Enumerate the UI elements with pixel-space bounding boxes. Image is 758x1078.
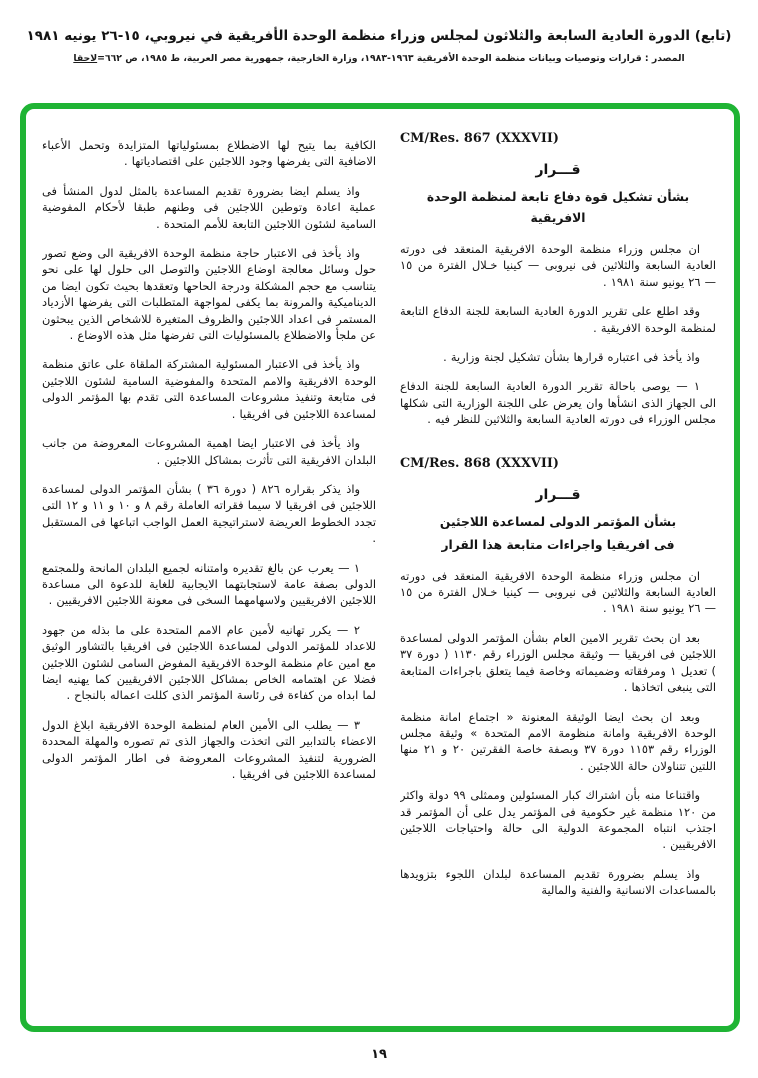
- paragraph: ١ — يوصى باحالة تقرير الدورة العادية السابعة للجنة الدفاع الى الجهاز الذى انشأها وان يعرض على اللجنة الوزارية التى شكلها مجلس الوزراء فى دورته العادية السابعة والثلاثين للنظر فيه .: [400, 379, 716, 427]
- resolution-867-heading: قـــرار: [535, 162, 581, 178]
- paragraph: واذ يأخذ فى الاعتبار المسئولية المشتركة الملقاة على عاتق منظمة الوحدة الافريقية والامم المتحدة والمفوضية السامية لشئون اللاجئين فى متابعة وتنفيذ مشروعات المساعدة التى تقدم بها المؤتمر الدولى لمساعدة اللاجئين فى افريقيا .: [42, 357, 376, 421]
- paragraph: ٣ — يطلب الى الأمين العام لمنظمة الوحدة الافريقية ابلاغ الدول الاعضاء بالتدابير التى اتخذت والجهاز الذى تم تصوره والمهلة المحددة الضرورية لتنفيذ المشروعات المعروضة فى اطار المؤتمر الدولى لمساعدة اللاجئين فى افريقيا .: [42, 717, 376, 781]
- content-frame: [20, 103, 740, 1032]
- resolution-868-heading: قـــرار: [535, 486, 581, 503]
- paragraph: وقد اطلع على تقرير الدورة العادية السابعة للجنة الدفاع التابعة لمنظمة الوحدة الافريقية .: [400, 304, 716, 335]
- paragraph: ٢ — يكرر تهانيه لأمين عام الامم المتحدة على ما بذله من جهود للاعداد للمؤتمر الدولى لمساعدة اللاجئين فى افريقيا بالتشاور الوثيق مع امين عام منظمة الوحدة الافريقية المفوض السامى لشئون اللاجئين فضلا عن اهتمامه الخاص بمشاكل اللاجئين الافريقيين كما يهنيه ايضا لما ابداه من كفاءة فى رئاسة المؤتمر الذى كللت اعماله بالنجاح .: [42, 622, 376, 703]
- resolution-ref-868: CM/Res. 868 (XXXVII): [400, 455, 559, 471]
- resolution-868-subtitle-line2: فى افريقيا واجراءات متابعة هذا القرار: [441, 537, 675, 552]
- resolution-ref-867: CM/Res. 867 (XXXVII): [400, 131, 559, 146]
- page-header: [0, 28, 758, 64]
- paragraph: واذ يذكر بقراره ٨٢٦ ( دورة ٣٦ ) بشأن المؤتمر الدولى لمساعدة اللاجئين فى افريقيا لا سيما فقراته العاملة رقم ٨ و ١٠ و ١١ و ١٢ التى تجدد الخطوط العريضة لاستراتيجية العمل الواجب اتباعها فى المستقبل .: [42, 481, 376, 546]
- paragraph: واذ يأخذ فى الاعتبار ايضا اهمية المشروعات المعروضة من جانب البلدان الافريقية التى تأثرت بمشاكل اللاجئين .: [42, 436, 376, 467]
- paragraph: ان مجلس وزراء منظمة الوحدة الافريقية المنعقد فى دورته العادية السابعة والثلاثين فى نيروبى — كينيا خـلال الفترة من ١٥ — ٢٦ يونيو سنة ١٩٨١ .: [400, 242, 716, 289]
- document-source: [0, 53, 758, 64]
- paragraph: واذ يسلم بضرورة تقديم المساعدة لبلدان اللجوء بتزويدها بالمساعدات الانسانية والفنية والمالية: [400, 866, 716, 898]
- paragraph: واقتناعا منه بأن اشتراك كبار المسئولين وممثلى ٩٩ دولة واكثر من ١٢٠ منظمة غير حكومية فى المؤتمر يدل على أن المؤتمر قد اجتذب انتباه المجموعة الدولية الى حالة واحتياجات اللاجئين الافريقيين .: [400, 788, 716, 852]
- document-title: (تابع) الدورة العادية السابعة والثلاثون لمجلس وزراء منظمة الوحدة الأفريقية في نيروبي، ١٥-٢٦ يونيه ١٩٨١: [26, 28, 732, 44]
- two-column-layout: [42, 131, 716, 1016]
- paragraph: ١ — يعرب عن بالغ تقديره وامتنانه لجميع البلدان المانحة وللمجتمع الدولى بصفة عامة لاستجابتهما الايجابية للغاية للدعوة الى مساعدة اللاجئين الافريقيين ولاسهامهما السخى فى معونة اللاجئين الافريقيين .: [42, 560, 376, 608]
- resolution-867-subtitle: بشأن تشكيل قوة دفاع تابعة لمنظمة الوحدة الافريقية: [426, 190, 690, 225]
- page-number: ١٩: [371, 1047, 387, 1062]
- paragraph: واذ يسلم ايضا بضرورة تقديم المساعدة بالمثل لدول المنشأ فى عملية اعادة وتوطين اللاجئين فى وطنهم طبقا لأحكام المفوضية السامية لشئون اللاجئين التابعة للأمم المتحدة .: [42, 183, 376, 231]
- paragraph: ان مجلس وزراء منظمة الوحدة الافريقية المنعقد فى دورته العادية السابعة والثلاثين فى نيروبى — كينيا خـلال الفترة من ١٥ — ٢٦ يونيو سنة ١٩٨١ .: [400, 568, 716, 616]
- paragraph: الكافية بما يتيح لها الاضطلاع بمسئولياتها المتزايدة وتحمل الأعباء الاضافية التى يفرضها وجود اللاجئين على اقتصادياتها .: [42, 138, 376, 169]
- paragraph: واذ يأخذ فى اعتباره قرارها بشأن تشكيل لجنة وزارية .: [443, 350, 700, 365]
- source-text: المصدر : قرارات وتوصيات وبيانات منظمة الوحدة الأفريقية ١٩٦٣-١٩٨٣، وزارة الخارجية، جمهورية مصر العربية، ط ١٩٨٥، ص ٦٦٢=: [97, 53, 685, 64]
- column-left: [42, 131, 376, 1016]
- resolution-868-subtitle-line1: بشأن المؤتمر الدولى لمساعدة اللاجئين: [439, 514, 677, 529]
- paragraph: واذ يأخذ فى الاعتبار حاجة منظمة الوحدة الافريقية الى وضع تصور حول وسائل معالجة اوضاع اللاجئين والتوصل الى حلول لها على نحو يتناسب مع حجم المشكلة ودرجة الحاحها وتعقدها بحيث تكون ايضا من الديناميكية والمرونة بما يكفى لمواجهة المتطلبات التى يفرضها الأزدياد المستمر فى اعداد اللاجئين والظروف المتغيرة للاشخاص الذين يبحثون عن ملجأ والاضطلاع بالمسئوليات التى تفرضها مثل هذه الاوضاع .: [42, 246, 376, 343]
- paragraph: وبعد ان بحث ايضا الوثيقة المعنونة « اجتماع امانة منظمة الوحدة الافريقية وامانة منظومة الامم المتحدة » وثيقة مجلس الوزراء رقم ١١٥٣ دورة ٣٧ وبصفة خاصة الفقرتين ٢٠ و ٢١ منها اللتين تتناولان حالة اللاجئين .: [400, 709, 716, 773]
- paragraph: بعد ان بحث تقرير الامين العام بشأن المؤتمر الدولى لمساعدة اللاجئين فى افريقيا — وثيقة مجلس الوزراء رقم ١١٣٠ ( دورة ٣٧ ) تعديل ١ ومرفقاته وضميماته وخاصة فيما يتعلق باجراءات المتابعة التى ينبغى اتخاذها .: [400, 630, 716, 695]
- source-note: لاحقا: [73, 53, 98, 64]
- column-right: [400, 131, 716, 1016]
